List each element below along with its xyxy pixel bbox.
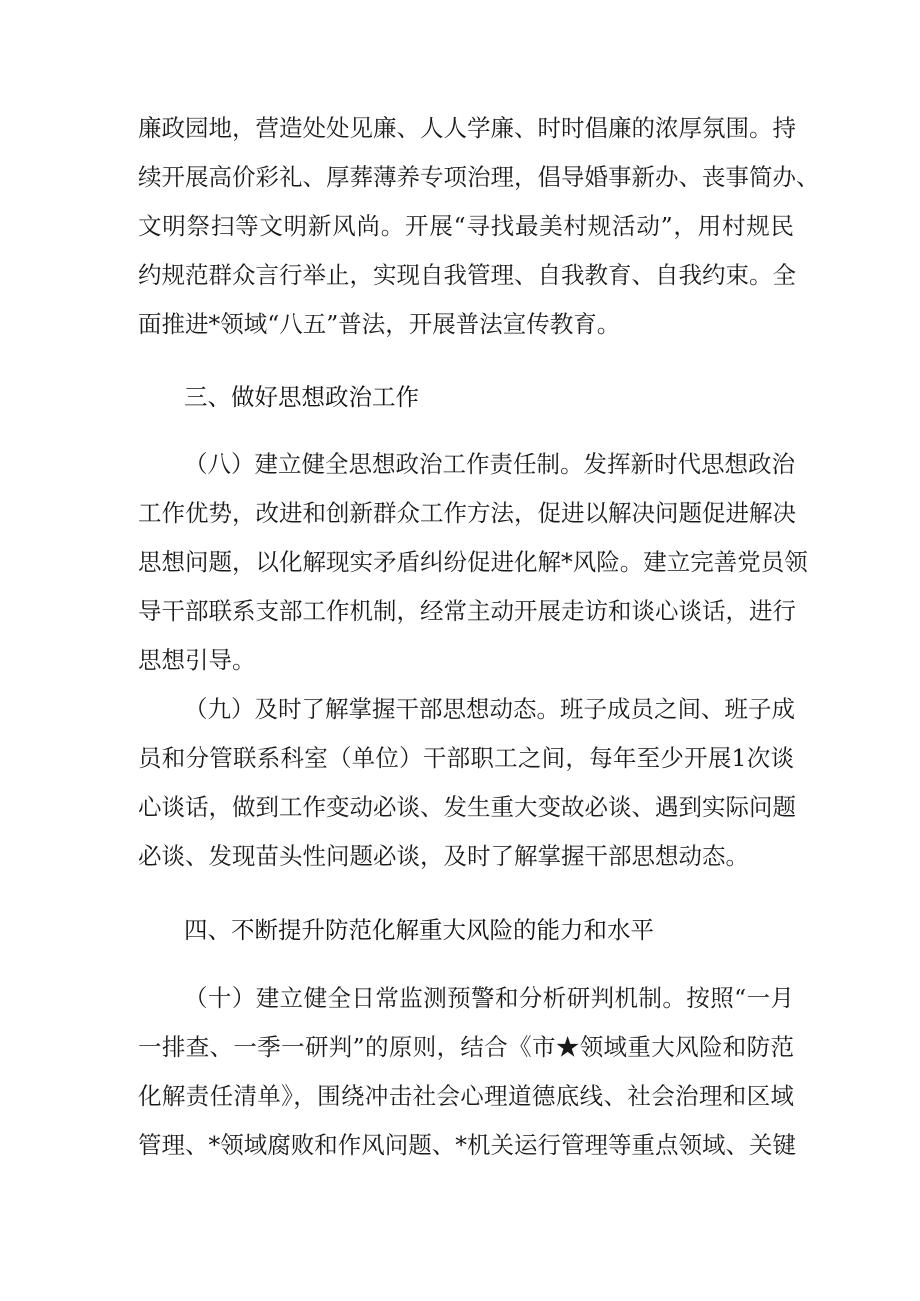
body-text-line: 必谈、发现苗头性问题必谈，及时了解掌握干部思想动态。 — [138, 842, 749, 870]
body-text-line: 工作优势，改进和创新群众工作方法，促进以解决问题促进解决 — [138, 499, 796, 527]
body-text-line: （九）及时了解掌握干部思想动态。班子成员之间、班子成 — [184, 695, 795, 723]
section-heading-4: 四、不断提升防范化解重大风险的能力和水平 — [184, 916, 654, 944]
section-heading-3: 三、做好思想政治工作 — [184, 383, 419, 411]
body-text-line: 续开展高价彩礼、厚葬薄养专项治理，倡导婚事新办、丧事简办、 — [138, 163, 820, 191]
body-text-line: 思想引导。 — [138, 646, 256, 674]
body-text-line: 员和分管联系科室（单位）干部职工之间，每年至少开展1次谈 — [138, 744, 794, 772]
body-text-line: 面推进*领域“八五”普法，开展普法宣传教育。 — [138, 310, 621, 338]
body-text-line: 管理、*领域腐败和作风问题、*机关运行管理等重点领域、关键 — [138, 1131, 796, 1159]
body-text-line: 约规范群众言行举止，实现自我管理、自我教育、自我约束。全 — [138, 261, 796, 289]
body-text-line: （八）建立健全思想政治工作责任制。发挥新时代思想政治 — [184, 450, 795, 478]
body-text-line: 心谈话，做到工作变动必谈、发生重大变故必谈、遇到实际问题 — [138, 793, 796, 821]
body-text-line: （十）建立健全日常监测预警和分析研判机制。按照“一月 — [184, 984, 794, 1012]
body-text-line: 导干部联系支部工作机制，经常主动开展走访和谈心谈话，进行 — [138, 597, 796, 625]
body-text-line: 思想问题，以化解现实矛盾纠纷促进化解*风险。建立完善党员领 — [138, 548, 808, 576]
body-text-line: 一排查、一季一研判”的原则，结合《市★领域重大风险和防范 — [138, 1033, 794, 1061]
body-text-line: 文明祭扫等文明新风尚。开展“寻找最美村规活动”，用村规民 — [138, 212, 794, 240]
body-text-line: 廉政园地，营造处处见廉、人人学廉、时时倡廉的浓厚氛围。持 — [138, 114, 796, 142]
body-text-line: 化解责任清单》，围绕冲击社会心理道德底线、社会治理和区域 — [138, 1082, 794, 1110]
